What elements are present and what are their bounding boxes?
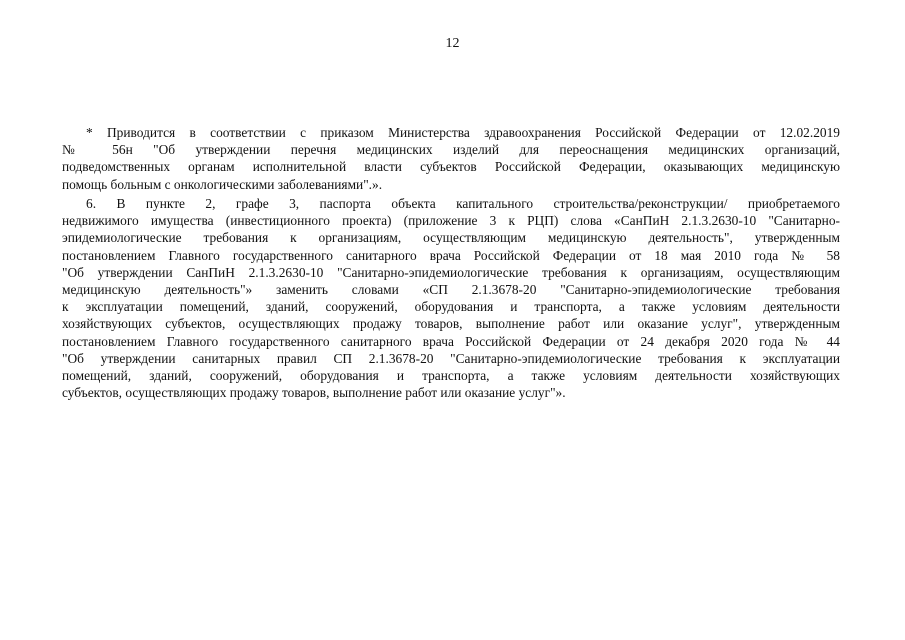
paragraph-line: к эксплуатации помещений, зданий, сооружений, оборудования и транспорта, а также условиям деятельности [62,299,840,315]
page-number: 12 [445,36,460,51]
paragraph-line: "Об утверждении санитарных правил СП 2.1.3678-20 "Санитарно-эпидемиологические требования к эксплуатации [62,350,840,366]
paragraph-line: 6. В пункте 2, графе 3, паспорта объекта капитального строительства/реконструкции/ приобретаемого [86,196,840,211]
footnote-line: помощь больным с онкологическими заболеваниями".». [62,176,383,192]
paragraph-line: "Об утверждении СанПиН 2.1.3.2630-10 "Санитарно-эпидемиологические требования к организациям, осуществляющим [62,264,840,280]
footnote-line: подведомственных органам исполнительной власти субъектов Российской Федерации, оказывающих медицинскую [62,159,840,175]
footnote [62,124,840,193]
paragraph-line: медицинскую деятельность"» заменить словами «СП 2.1.3678-20 "Санитарно-эпидемиологические требования [62,282,840,298]
paragraph-line: постановлением Главного государственного санитарного врача Российской Федерации от 18 мая 2010 года № 58 [62,247,840,263]
paragraph-line: помещений, зданий, сооружений, оборудования и транспорта, а также условиям деятельности хозяйствующих [62,368,840,384]
footnote-line: № 56н "Об утверждении перечня медицинских изделий для переоснащения медицинских организаций, [62,142,840,158]
paragraph-line: эпидемиологические требования к организациям, осуществляющим медицинскую деятельность", утвержденным [62,230,840,246]
paragraph-line: хозяйствующих субъектов, осуществляющих продажу товаров, выполнение работ или оказание услуг", утвержденным [62,316,840,332]
footnote-line: * Приводится в соответствии с приказом Министерства здравоохранения Российской Федерации от 12.02.2019 [86,125,840,140]
paragraph-line: недвижимого имущества (инвестиционного проекта) (приложение 3 к РЦП) слова «СанПиН 2.1.3.2630-10 "Санитарно- [62,213,840,229]
paragraph-6 [62,195,840,401]
paragraph-line: субъектов, осуществляющих продажу товаров, выполнение работ или оказание услуг"». [62,385,566,401]
paragraph-line: постановлением Главного государственного санитарного врача Российской Федерации от 24 декабря 2020 года № 44 [62,333,840,349]
